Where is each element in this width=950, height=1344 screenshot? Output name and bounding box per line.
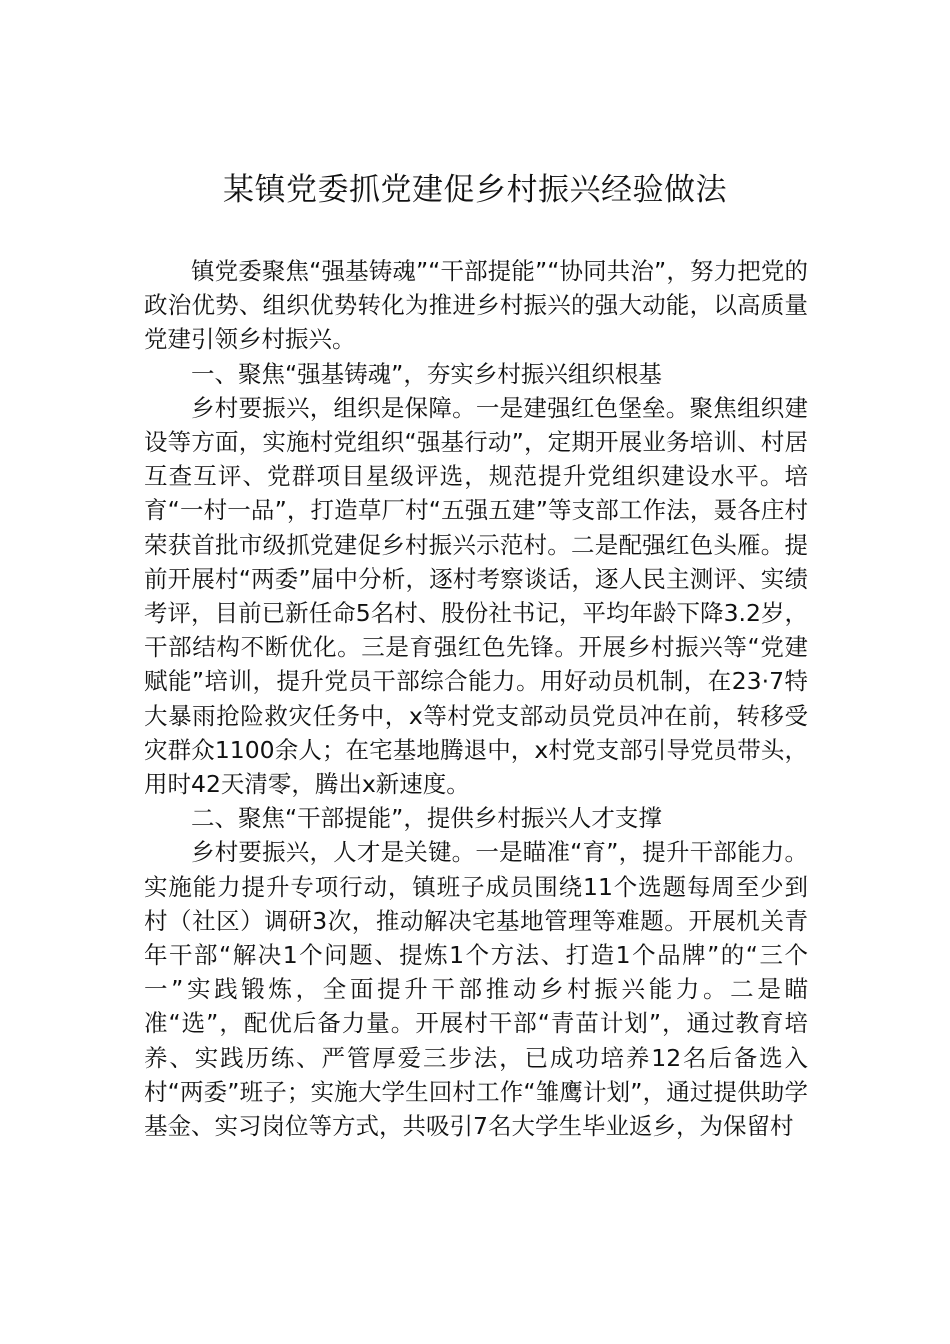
- section-heading-2: 二、聚焦“干部提能”，提供乡村振兴人才支撑: [191, 804, 662, 833]
- section-2-paragraph: 乡村要振兴，人才是关键。一是瞄准“育”，提升干部能力。实施能力提升专项行动，镇班子成员围绕11个选题每周至少到村（社区）调研3次，推动解决宅基地管理等难题。开展机关青年干部“解决1个问题、提炼1个方法、打造1个品牌”的“三个一”实践锻炼，全面提升干部推动乡村振兴能力。二是瞄准“选”，配优后备力量。开展村干部“青苗计划”，通过教育培养、实践历练、严管厚爱三步法，已成功培养12名后备选入村“两委”班子；实施大学生回村工作“雏鹰计划”，通过提供助学基金、实习岗位等方式，共吸引7名大学生毕业返乡，为保留村: [144, 838, 808, 1141]
- section-1-paragraph: 乡村要振兴，组织是保障。一是建强红色堡垒。聚焦组织建设等方面，实施村党组织“强基行动”，定期开展业务培训、村居互查互评、党群项目星级评选，规范提升党组织建设水平。培育“一村一品”，打造草厂村“五强五建”等支部工作法，聂各庄村荣获首批市级抓党建促乡村振兴示范村。二是配强红色头雁。提前开展村“两委”届中分析，逐村考察谈话，逐人民主测评、实绩考评，目前已新任命5名村、股份社书记，平均年龄下降3.2岁，干部结构不断优化。三是育强红色先锋。开展乡村振兴等“党建赋能”培训，提升党员干部综合能力。用好动员机制，在23·7特大暴雨抢险救灾任务中，x等村党支部动员党员冲在前，转移受灾群众1100余人；在宅基地腾退中，x村党支部引导党员带头，用时42天清零，腾出x新速度。: [144, 393, 808, 799]
- intro-paragraph: 镇党委聚焦“强基铸魂”“干部提能”“协同共治”，努力把党的政治优势、组织优势转化为推进乡村振兴的强大动能，以高质量党建引领乡村振兴。: [144, 257, 808, 354]
- document-body: [144, 254, 808, 1143]
- document-title: 某镇党委抓党建促乡村振兴经验做法: [223, 172, 727, 208]
- section-heading-1: 一、聚焦“强基铸魂”，夯实乡村振兴组织根基: [191, 359, 662, 388]
